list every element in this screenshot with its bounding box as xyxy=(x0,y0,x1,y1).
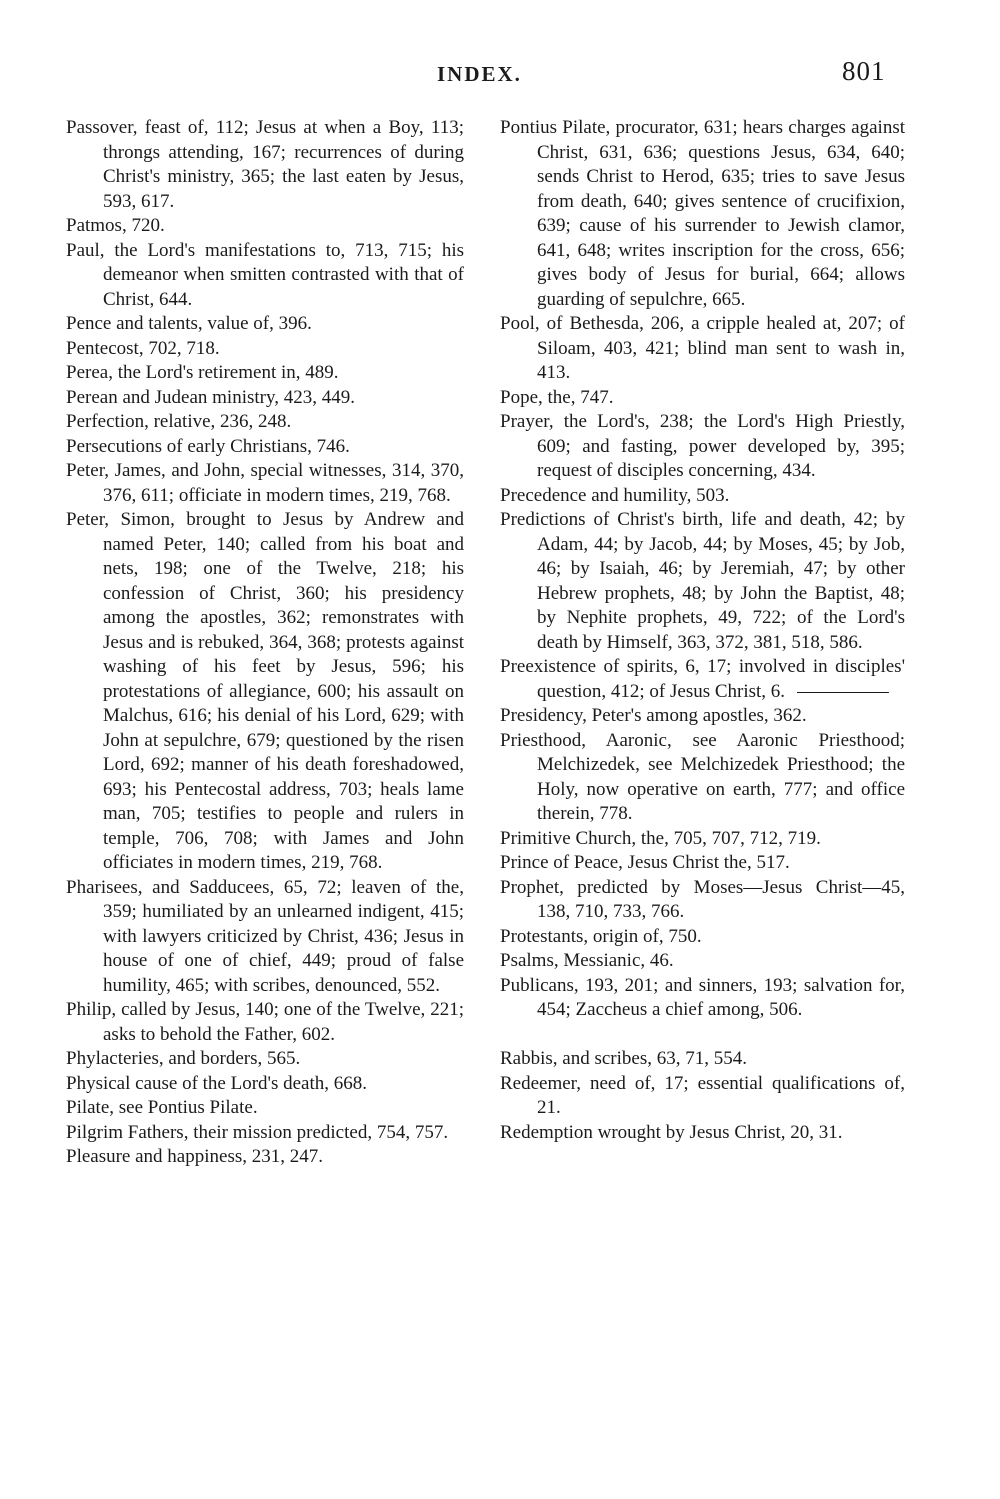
running-head xyxy=(0,56,1000,92)
index-entry: Phylacteries, and borders, 565. xyxy=(66,1048,301,1069)
index-entry: Perea, the Lord's retirement in, 489. xyxy=(66,362,339,383)
index-entry: Peter, James, and John, special witnesses, 314, 370, 376, 611; officiate in modern times, 219, 768. xyxy=(66,460,464,506)
index-entry: Primitive Church, the, 705, 707, 712, 719. xyxy=(500,827,821,849)
index-column-right xyxy=(500,116,905,1145)
index-entry: Redeemer, need of, 17; essential qualifications of, 21. xyxy=(500,1072,905,1118)
index-entry: Precedence and humility, 503. xyxy=(500,484,730,506)
index-entry: Pilgrim Fathers, their mission predicted, 754, 757. xyxy=(66,1121,449,1143)
separator-rule xyxy=(797,692,889,693)
index-entry: Protestants, origin of, 750. xyxy=(500,925,702,947)
running-head-title: INDEX. xyxy=(437,62,522,86)
index-entry xyxy=(500,655,905,704)
index-entry: Pentecost, 702, 718. xyxy=(66,337,220,359)
index-entry: Pence and talents, value of, 396. xyxy=(66,313,312,334)
index-entry: Prayer, the Lord's, 238; the Lord's High Priestly, 609; and fasting, power developed by, 395; request of disciples concerning, 434. xyxy=(500,411,905,481)
index-entry-text: Preexistence of spirits, 6, 17; involved in disciples' question, 412; of Jesus Christ, 6. xyxy=(500,656,905,702)
index-entry: Priesthood, Aaronic, see Aaronic Priesthood; Melchizedek, see Melchizedek Priesthood; the Holy, now operative on earth, 777; and office therein, 778. xyxy=(500,729,905,824)
index-entry: Patmos, 720. xyxy=(66,215,165,236)
index-entry: Perfection, relative, 236, 248. xyxy=(66,411,292,432)
page-number: 801 xyxy=(842,56,886,86)
index-entry: Physical cause of the Lord's death, 668. xyxy=(66,1072,368,1094)
index-entry: Pharisees, and Sadducees, 65, 72; leaven of the, 359; humiliated by an unlearned indigent, 415; with lawyers criticized by Christ, 436; Jesus in house of one of chief, 449; proud of false humility, 465; with scribes, denounced, 552. xyxy=(66,876,464,996)
index-entry: Paul, the Lord's manifestations to, 713, 715; his demeanor when smitten contrasted with that of Christ, 644. xyxy=(66,239,464,310)
index-entry: Pleasure and happiness, 231, 247. xyxy=(66,1146,323,1167)
index-entry: Philip, called by Jesus, 140; one of the Twelve, 221; asks to behold the Father, 602. xyxy=(66,999,464,1045)
index-entry: Predictions of Christ's birth, life and death, 42; by Adam, 44; by Jacob, 44; by Moses, 45; by Job, 46; by Isaiah, 46; by Jeremiah, 47; by other Hebrew prophets, 48; by John the Baptist, 48; by Nephite prophets, 49, 722; of the Lord's death by Himself, 363, 372, 381, 518, 586. xyxy=(500,509,905,653)
index-entry: Pontius Pilate, procurator, 631; hears charges against Christ, 631, 636; questions Jesus, 634, 640; sends Christ to Herod, 635; tries to save Jesus from death, 640; gives sentence of crucifixion, 639; cause of his surrender to Jewish clamor, 641, 648; writes inscription for the cross, 656; gives body of Jesus for burial, 664; allows guarding of sepulchre, 665. xyxy=(500,117,905,310)
index-entry: Psalms, Messianic, 46. xyxy=(500,950,674,971)
index-entry: Prophet, predicted by Moses—Jesus Christ—45, 138, 710, 733, 766. xyxy=(500,876,905,922)
index-entry: Prince of Peace, Jesus Christ the, 517. xyxy=(500,852,790,873)
index-entry: Peter, Simon, brought to Jesus by Andrew and named Peter, 140; called from his boat and nets, 198; one of the Twelve, 218; his confession of Christ, 360; his presidency among the apostles, 362; remonstrates with Jesus and is rebuked, 364, 368; protests against washing of his feet by Jesus, 596; his protestations of allegiance, 600; his assault on Malchus, 616; his denial of his Lord, 629; with John at sepulchre, 679; questioned by the risen Lord, 692; manner of his death foreshadowed, 693; his Pentecostal address, 703; heals lame man, 705; testifies to people and rulers in temple, 706, 708; with James and John officiates in modern times, 219, 768. xyxy=(66,509,464,873)
index-entry: Persecutions of early Christians, 746. xyxy=(66,435,350,457)
index-entry: Pool, of Bethesda, 206, a cripple healed at, 207; of Siloam, 403, 421; blind man sent to wash in, 413. xyxy=(500,313,905,383)
index-entry: Passover, feast of, 112; Jesus at when a Boy, 113; throngs attending, 167; recurrences of during Christ's ministry, 365; the last eaten by Jesus, 593, 617. xyxy=(66,117,464,212)
section-gap xyxy=(500,1023,905,1048)
index-entry: Perean and Judean ministry, 423, 449. xyxy=(66,386,355,408)
index-column-left xyxy=(66,116,464,1170)
index-entry: Pope, the, 747. xyxy=(500,386,614,408)
index-entry: Redemption wrought by Jesus Christ, 20, 31. xyxy=(500,1121,843,1143)
index-entry: Pilate, see Pontius Pilate. xyxy=(66,1097,258,1118)
index-entry: Rabbis, and scribes, 63, 71, 554. xyxy=(500,1048,747,1069)
index-entry: Presidency, Peter's among apostles, 362. xyxy=(500,705,807,726)
index-entry: Publicans, 193, 201; and sinners, 193; salvation for, 454; Zaccheus a chief among, 506. xyxy=(500,974,905,1020)
